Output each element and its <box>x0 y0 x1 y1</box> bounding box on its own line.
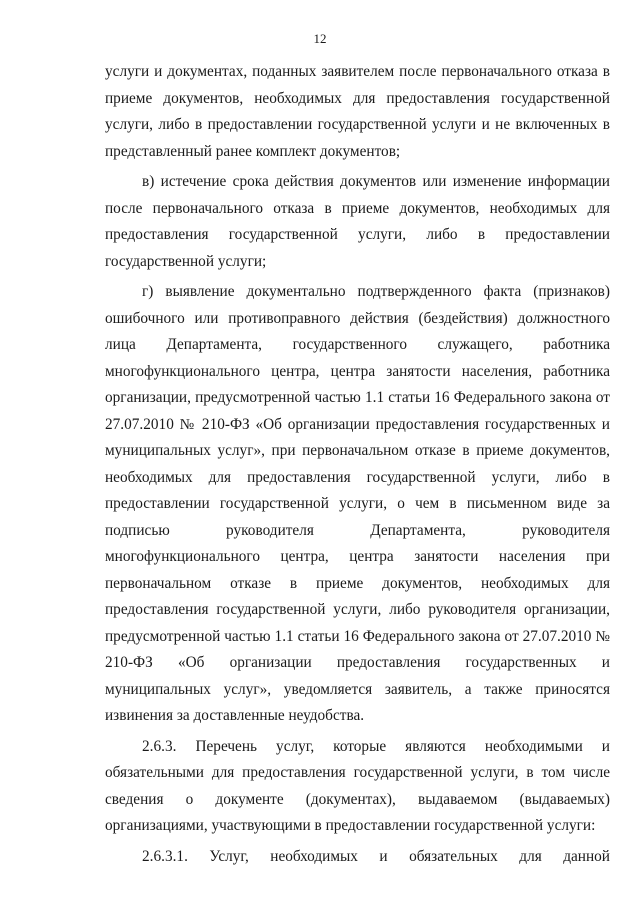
paragraph-item-v: в) истечение срока действия документов или изменение информации после первоначального отказа в приеме документов, необходимых для предоставления государственной услуги, либо в предоставлении государственной услуги; <box>105 173 610 270</box>
page-number: 12 <box>313 31 327 46</box>
paragraph-continuation: услуги и документах, поданных заявителем после первоначального отказа в приеме документов, необходимых для предоставления государственной услуги, либо в предоставлении государственной услуги и не включенных в представленный ранее комплект документов; <box>105 63 610 160</box>
paragraph-item-g: г) выявление документально подтвержденного факта (признаков) ошибочного или противоправного действия (бездействия) должностного лица Департамента, государственного служащего, работника многофункционального центра, центра занятости населения, работника организации, предусмотренной частью 1.1 статьи 16 Федерального закона от 27.07.2010 № 210-ФЗ «Об организации предоставления государственных и муниципальных услуг», при первоначальном отказе в приеме документов, необходимых для предоставления государственной услуги, либо в предоставлении государственной услуги, о чем в письменном виде за подписью руководителя Департамента, руководителя многофункционального центра, центра занятости населения при первоначальном отказе в приеме документов, необходимых для предоставления государственной услуги, либо руководителя организации, предусмотренной частью 1.1 статьи 16 Федерального закона от 27.07.2010 № 210-ФЗ «Об организации предоставления государственных и муниципальных услуг», уведомляется заявитель, а также приносятся извинения за доставленные неудобства. <box>105 283 610 724</box>
paragraph-section-2-6-3: 2.6.3. Перечень услуг, которые являются необходимыми и обязательными для предоставления государственной услуги, в том числе сведения о документе (документах), выдаваемом (выдаваемых) организациями, участвующими в предоставлении государственной услуги: <box>105 737 610 834</box>
paragraph-section-2-6-3-1: 2.6.3.1. Услуг, необходимых и обязательных для данной <box>142 847 610 865</box>
document-body <box>105 59 610 870</box>
